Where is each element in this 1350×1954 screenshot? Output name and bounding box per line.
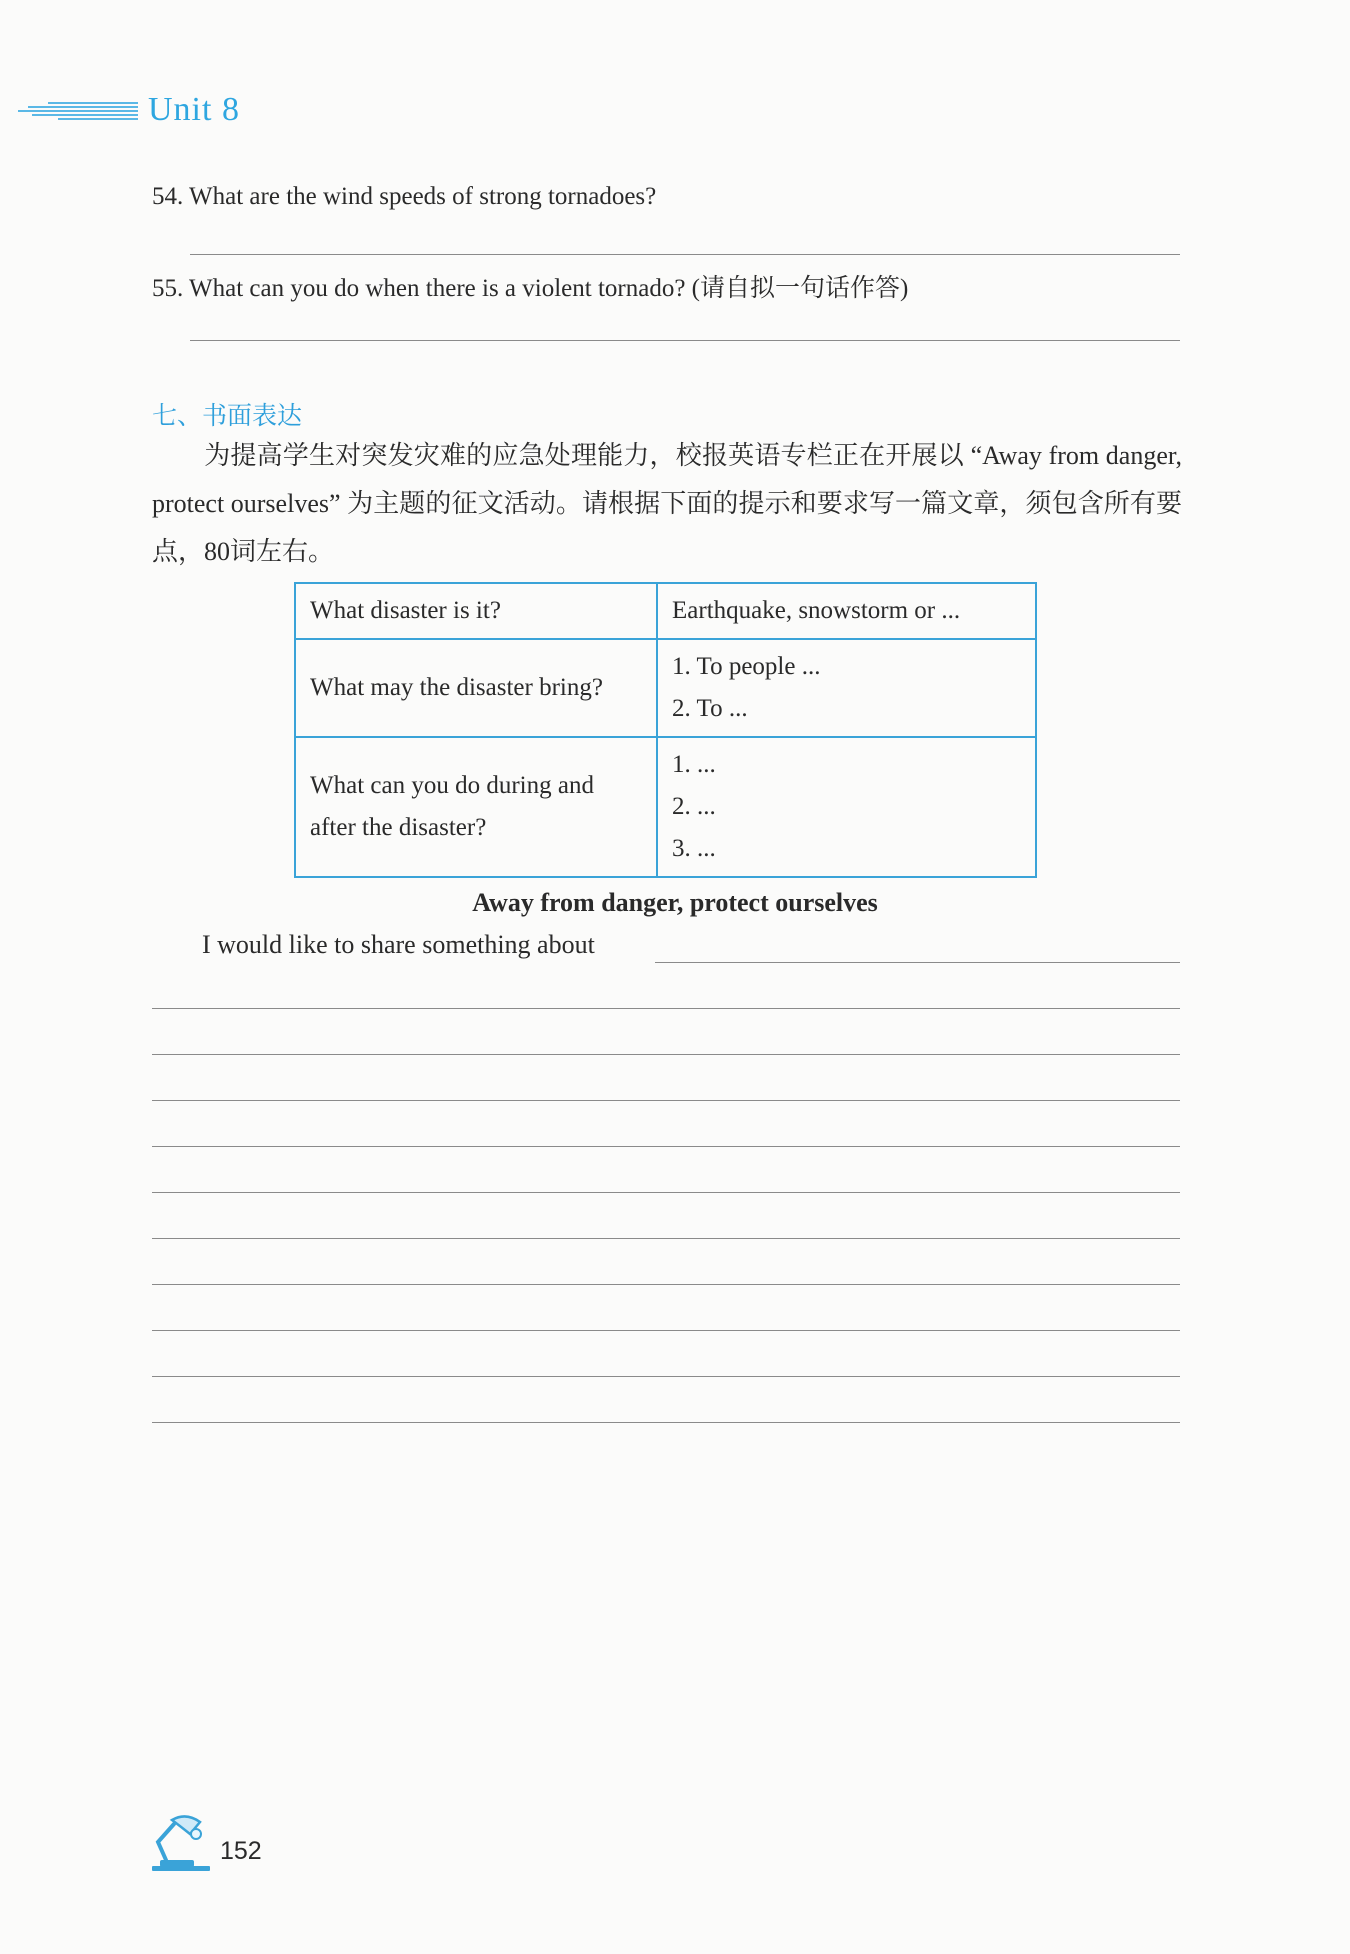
header-stripes-decoration bbox=[18, 100, 138, 120]
desk-lamp-icon bbox=[150, 1812, 212, 1874]
table-cell-question: What can you do during and after the disaster? bbox=[295, 737, 657, 877]
table-row bbox=[295, 639, 1036, 737]
essay-line[interactable] bbox=[152, 1422, 1180, 1423]
table-cell-hints bbox=[657, 583, 1036, 639]
table-row bbox=[295, 583, 1036, 639]
hint-line: 1. To people ... bbox=[672, 653, 821, 680]
table-cell-question: What may the disaster bring? bbox=[295, 639, 657, 737]
table-cell-hints bbox=[657, 737, 1036, 877]
writing-prompt-text: 为提高学生对突发灾难的应急处理能力，校报英语专栏正在开展以 “Away from danger, protect ourselves” 为主题的征文活动。请根据下面的提示和要求写一篇文章，须包含所有要点，80词左右。 bbox=[152, 441, 1182, 566]
question-55: 55. What can you do when there is a violent tornado? (请自拟一句话作答) bbox=[152, 275, 909, 302]
essay-line[interactable] bbox=[152, 1330, 1180, 1331]
essay-line[interactable] bbox=[152, 1284, 1180, 1285]
essay-opening-text: I would like to share something about bbox=[202, 930, 595, 959]
question-54: 54. What are the wind speeds of strong tornadoes? bbox=[152, 183, 657, 210]
hint-line: 3. ... bbox=[672, 835, 716, 862]
hints-table bbox=[294, 582, 1037, 878]
essay-line[interactable] bbox=[152, 1192, 1180, 1193]
page-number: 152 bbox=[220, 1837, 262, 1865]
essay-line[interactable] bbox=[152, 1376, 1180, 1377]
writing-prompt bbox=[152, 432, 1182, 576]
table-cell-hints bbox=[657, 639, 1036, 737]
table-cell-question: What disaster is it? bbox=[295, 583, 657, 639]
page-footer bbox=[150, 1812, 262, 1874]
section-title-writing: 七、书面表达 bbox=[152, 401, 303, 430]
hint-line: 2. To ... bbox=[672, 695, 748, 722]
table-row bbox=[295, 737, 1036, 877]
answer-line-55[interactable] bbox=[190, 340, 1180, 341]
answer-line-54[interactable] bbox=[190, 254, 1180, 255]
essay-line[interactable] bbox=[152, 1100, 1180, 1101]
hint-line: 2. ... bbox=[672, 793, 716, 820]
unit-header bbox=[18, 88, 240, 132]
essay-line[interactable] bbox=[655, 962, 1180, 963]
essay-line[interactable] bbox=[152, 1146, 1180, 1147]
essay-title: Away from danger, protect ourselves bbox=[472, 888, 878, 917]
unit-title: Unit 8 bbox=[148, 91, 240, 128]
essay-line[interactable] bbox=[152, 1238, 1180, 1239]
essay-line[interactable] bbox=[152, 1054, 1180, 1055]
essay-line[interactable] bbox=[152, 1008, 1180, 1009]
hint-line: 1. ... bbox=[672, 751, 716, 778]
hint-line: Earthquake, snowstorm or ... bbox=[672, 597, 961, 624]
